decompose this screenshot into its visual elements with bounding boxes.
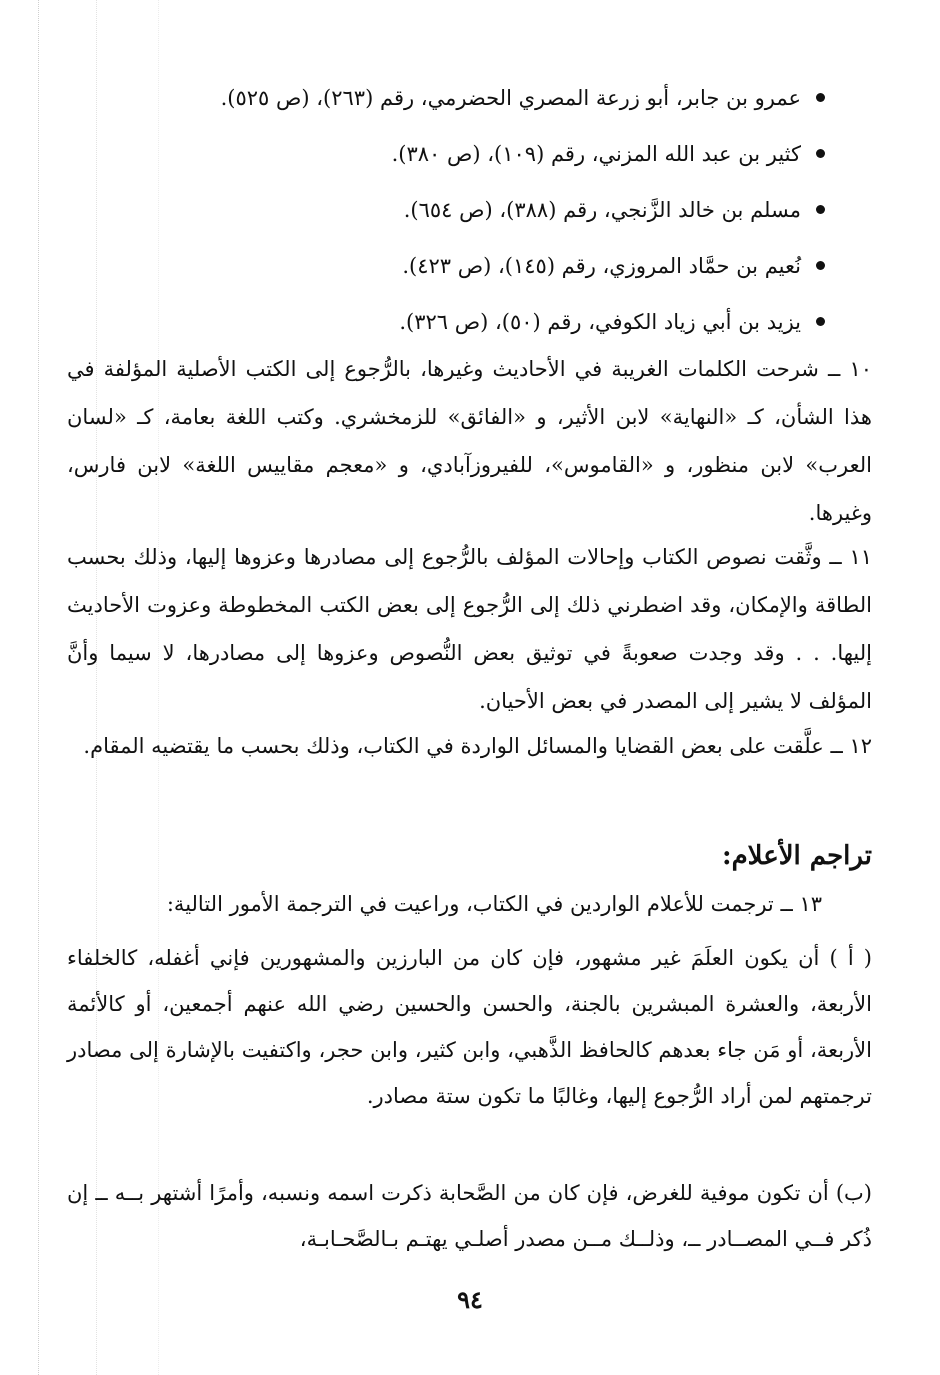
paragraph-a: ( أ ) أن يكون العلَمَ غير مشهور، فإن كان من البارزين والمشهورين فإني أغفله، كالخلفاء الأربعة، والعشرة المبشرين بالجنة، والحسن والحسين رضي الله عنهم أجمعين، أو كالأئمة الأربعة، أو مَن جاء بعدهم كالحافظ الذَّهبي، وابن كثير، وابن حجر، واكتفيت بالإشارة إلى مصادر ترجمتهم لمن أراد الرُّجوع إليها، وغالبًا ما تكون ستة مصادر. bbox=[67, 946, 872, 1108]
bullet-icon bbox=[816, 149, 825, 158]
page-number: ٩٤ bbox=[457, 1285, 483, 1314]
list-item-text: مسلم بن خالد الزَّنجي، رقم (٣٨٨)، (ص ٦٥٤). bbox=[403, 198, 801, 222]
list-item-text: نُعيم بن حمَّاد المروزي، رقم (١٤٥)، (ص ٤٢٣). bbox=[402, 254, 801, 278]
paragraph-b: (ب) أن تكون موفية للغرض، فإن كان من الصَّحابة ذكرت اسمه ونسبه، وأمرًا أشتهر بــه ــ إن ذُكر فــي المصــادر ــ، وذلــك مــن مصدر أصلـي يهتـم بـالصَّحـابـة، bbox=[67, 1181, 872, 1251]
paragraph-11: ١١ ــ وثَّقت نصوص الكتاب وإحالات المؤلف بالرُّجوع إلى مصادرها وعزوها إليها، وذلك بحسب الطاقة والإمكان، وقد اضطرني ذلك إلى الرُّجوع إلى بعض الكتب المخطوطة وعزوت الأحاديث إليها. . . وقد وجدت صعوبةً في توثيق بعض النُّصوص وعزوها إلى مصادرها، لا سيما وأنَّ المؤلف لا يشير إلى المصدر في بعض الأحيان. bbox=[67, 545, 872, 713]
list-item-text: يزيد بن أبي زياد الكوفي، رقم (٥٠)، (ص ٣٢٦). bbox=[399, 310, 801, 334]
paragraph-13: ١٣ ــ ترجمت للأعلام الواردين في الكتاب، وراعيت في الترجمة الأمور التالية: bbox=[166, 892, 822, 916]
bullet-icon bbox=[816, 261, 825, 270]
list-item-text: كثير بن عبد الله المزني، رقم (١٠٩)، (ص ٣٨٠). bbox=[391, 142, 801, 166]
list-item bbox=[105, 294, 825, 350]
paragraph-12: ١٢ ــ علَّقت على بعض القضايا والمسائل الواردة في الكتاب، وذلك بحسب ما يقتضيه المقام. bbox=[83, 734, 872, 758]
section-heading: تراجم الأعلام: bbox=[721, 841, 872, 871]
bullet-icon bbox=[816, 317, 825, 326]
narrator-list bbox=[105, 70, 825, 350]
list-item bbox=[105, 126, 825, 182]
list-item bbox=[105, 70, 825, 126]
list-item-text: عمرو بن جابر، أبو زرعة المصري الحضرمي، رقم (٢٦٣)، (ص ٥٢٥). bbox=[220, 86, 801, 110]
scan-artifact-line bbox=[38, 0, 40, 1375]
bullet-icon bbox=[816, 93, 825, 102]
list-item bbox=[105, 238, 825, 294]
list-item bbox=[105, 182, 825, 238]
paragraph-10: ١٠ ــ شرحت الكلمات الغريبة في الأحاديث وغيرها، بالرُّجوع إلى الكتب الأصلية المؤلفة في هذا الشأن، كـ «النهاية» لابن الأثير، و «الفائق» للزمخشري. وكتب اللغة بعامة، كـ «لسان العرب» لابن منظور، و «القاموس»، للفيروزآبادي، و «معجم مقاييس اللغة» لابن فارس، وغيرها. bbox=[67, 357, 872, 525]
bullet-icon bbox=[816, 205, 825, 214]
